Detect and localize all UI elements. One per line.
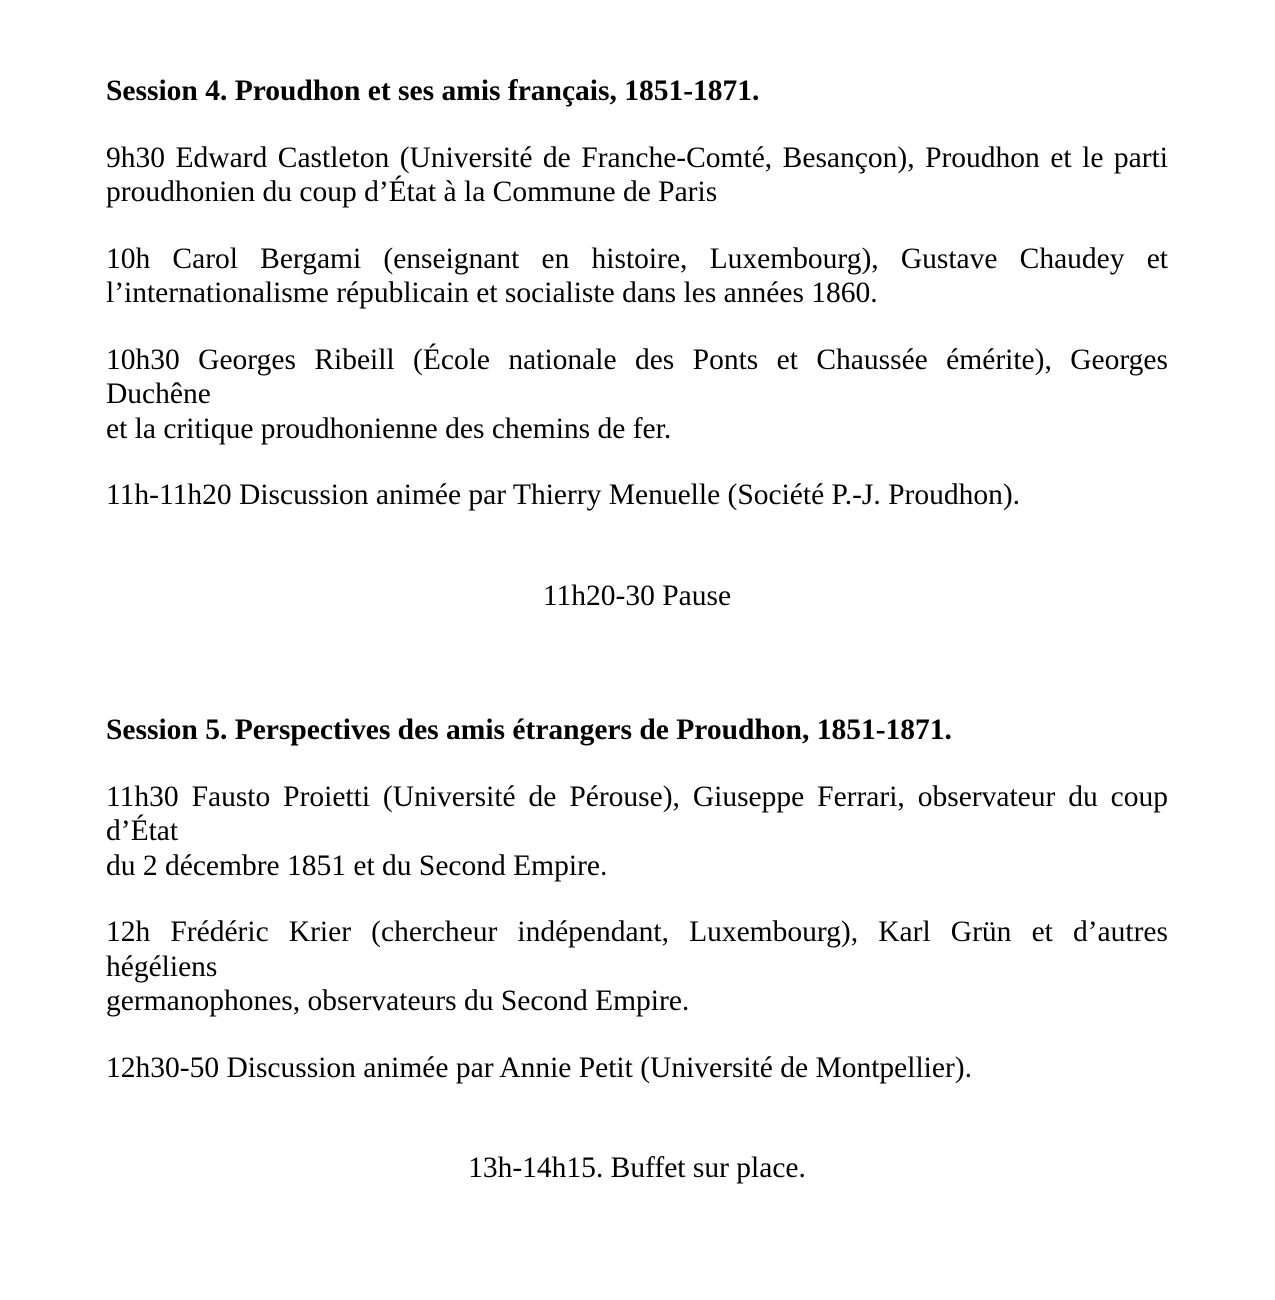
talk-0930-castleton [106, 141, 1168, 210]
text-line: 11h-11h20 Discussion animée par Thierry Menuelle (Société P.-J. Proudhon). [106, 479, 1021, 511]
pause-break: 11h20-30 Pause [542, 579, 732, 612]
text-line: 9h30 Edward Castleton (Université de Franche-Comté, Besançon), Proudhon et le parti [106, 141, 1168, 174]
buffet-break: 13h-14h15. Buffet sur place. [468, 1152, 806, 1184]
session-4-heading: Session 4. Proudhon et ses amis français, 1851-1871. [106, 75, 760, 107]
text-line: germanophones, observateurs du Second Empire. [106, 985, 690, 1017]
text-line: du 2 décembre 1851 et du Second Empire. [106, 849, 608, 882]
text-line: l’internationalisme républicain et socialiste dans les années 1860. [106, 277, 878, 309]
talk-1000-bergami [106, 242, 1168, 311]
text-line: et la critique proudhonienne des chemins de fer. [106, 412, 672, 445]
text-line: 10h30 Georges Ribeill (École nationale des Ponts et Chaussée émérite), Georges Duchêne [106, 343, 1168, 410]
talk-1130-proietti [106, 780, 1168, 884]
talk-1030-ribeill [106, 343, 1168, 447]
text-line: 12h Frédéric Krier (chercheur indépendant, Luxembourg), Karl Grün et d’autres hégéliens [106, 916, 1168, 983]
talk-1200-krier [106, 915, 1168, 1019]
text-line: 12h30-50 Discussion animée par Annie Petit (Université de Montpellier). [106, 1051, 972, 1084]
text-line: proudhonien du coup d’État à la Commune de Paris [106, 176, 718, 208]
text-line: 11h30 Fausto Proietti (Université de Pérouse), Giuseppe Ferrari, observateur du coup d’État [106, 780, 1168, 847]
text-line: 10h Carol Bergami (enseignant en histoire, Luxembourg), Gustave Chaudey et [106, 242, 1168, 275]
session-5-heading: Session 5. Perspectives des amis étrangers de Proudhon, 1851-1871. [106, 714, 952, 746]
discussion-1230 [106, 1051, 1168, 1086]
discussion-1100 [106, 478, 1168, 513]
